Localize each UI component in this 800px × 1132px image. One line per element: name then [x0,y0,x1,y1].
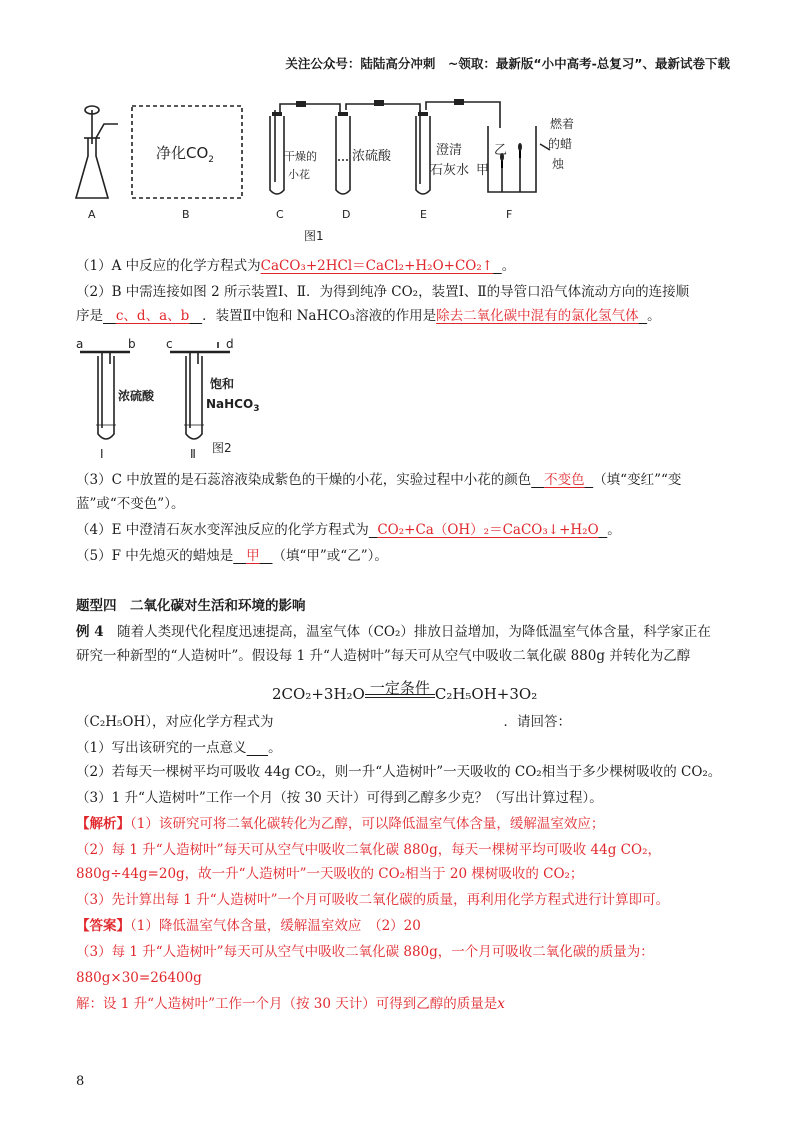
question-3-line2: 蓝”或“不变色”）。 [76,496,185,512]
analysis-line2: （2）每 1 升“人造树叶”每天可从空气中吸收二氧化碳 880g，每天一棵树平均可吸收 44g CO₂， [76,842,661,858]
figure-1-apparatus [70,98,630,246]
svg-text:A: A [88,208,96,221]
svg-text:小花: 小花 [288,168,310,181]
answer-q2-order: c、d、a、b [115,308,190,324]
svg-text:c: c [166,337,173,351]
erlenmeyer-flask-icon [76,138,108,198]
svg-text:E: E [420,208,427,221]
analysis-line1: 【解析】（1）该研究可将二氧化碳转化为乙醇，可以降低温室气体含量，缓解温室效应； [76,816,605,832]
page-header: 关注公众号：陆陆高分冲刺 ~领取：最新版“小中高考-总复习”、最新试卷下载 [285,56,730,71]
answer-q3: 不变色 [544,472,585,488]
svg-text:乙: 乙 [494,143,508,158]
svg-text:干燥的: 干燥的 [284,150,317,163]
example-line3: （C₂H₅OH），对应化学方程式为 ．请回答： [76,714,572,730]
svg-text:的蜡: 的蜡 [548,137,573,151]
section-title: 题型四 二氧化碳对生活和环境的影响 [76,598,306,614]
chemical-equation: 2CO₂+3H₂O 一定条件 C₂H₅OH+3O₂ [272,679,538,703]
svg-text:石灰水: 石灰水 [430,163,470,178]
figure-2-apparatus [70,336,290,460]
example-line2: 研究一种新型的“人造树叶”。假设每 1 升“人造树叶”每天可从空气中吸收二氧化碳 880g 并转化为乙醇 [76,648,691,664]
test-tube-e-icon [416,116,430,194]
answer-q1: CaCO₃+2HCl＝CaCl₂+H₂O+CO₂↑ [260,258,494,274]
svg-text:澄清: 澄清 [436,143,463,158]
question-2-line2: 序是 c、d、a、b ．装置Ⅱ中饱和 NaHCO₃溶液的作用是除去二氧化碳中混有的氯化氢气体 。 [76,308,661,324]
svg-text:NaHCO3: NaHCO$_3$ [206,397,260,414]
svg-text:烛: 烛 [552,157,565,171]
svg-text:Ⅱ: Ⅱ [190,447,196,460]
analysis-line3: 880g÷44g=20g，故一升“人造树叶”一天吸收的 CO₂相当于 20 棵树吸收的 CO₂； [76,866,584,882]
test-tube-i-icon [98,356,114,439]
question-1: （1）A 中反应的化学方程式为CaCO₃+2HCl＝CaCl₂+H₂O+CO₂↑ 。 [76,258,516,274]
example-sub-2: （2）若每天一棵树平均可吸收 44g CO₂，则一升“人造树叶”一天吸收的 CO₂相当于多少棵树吸收的 CO₂。 [76,764,722,780]
page-number: 8 [76,1074,85,1089]
question-2-line1: （2）B 中需连接如图 2 所示装置Ⅰ、Ⅱ．为得到纯净 CO₂，装置Ⅰ、Ⅱ的导管口沿气体流动方向的连接顺 [76,284,690,300]
svg-text:Ⅰ: Ⅰ [100,447,104,460]
svg-text:燃着: 燃着 [550,117,575,131]
svg-text:B: B [182,208,190,221]
example-sub-1: （1）写出该研究的一点意义 。 [76,740,282,756]
test-tube-ii-icon [186,356,202,439]
answer-line3: 880g×30=26400g [76,970,202,986]
svg-text:饱和: 饱和 [210,377,235,391]
svg-text:d: d [226,337,234,351]
svg-text:D: D [342,208,351,221]
answer-line2: （3）每 1 升“人造树叶”每天可从空气中吸收二氧化碳 880g，一个月可吸收二氧化碳的质量为： [76,944,654,960]
answer-q5: 甲 [246,548,260,564]
example-sub-3: （3）1 升“人造树叶”工作一个月（按 30 天计）可得到乙醇多少克？（写出计算过程）。 [76,790,603,806]
svg-text:甲: 甲 [476,163,490,178]
svg-text:C: C [276,208,284,221]
svg-text:F: F [506,208,513,221]
svg-text:图1: 图1 [304,229,324,243]
example-line1: 例 4 随着人类现代化程度迅速提高，温室气体（CO₂）排放日益增加，为降低温室气体含量，科学家正在 [76,624,711,640]
svg-text:净化CO2: 净化$CO_2$ [156,144,215,165]
answer-line4: 解：设 1 升“人造树叶”工作一个月（按 30 天计）可得到乙醇的质量是x [76,996,505,1012]
svg-text:b: b [128,337,136,351]
test-tube-c-icon [270,116,284,194]
analysis-line4: （3）先计算出每 1 升“人造树叶”一个月可吸收二氧化碳的质量，再利用化学方程式进行计算即可。 [76,892,670,908]
answer-q2-purpose: 除去二氧化碳中混有的氯化氢气体 [436,308,639,324]
beaker-f-icon [488,126,536,192]
svg-text:浓硫酸: 浓硫酸 [118,389,155,403]
svg-text:浓硫酸: 浓硫酸 [352,149,392,164]
question-5: （5）F 中先熄灭的蜡烛是 甲 （填“甲”或“乙”）。 [76,548,388,564]
answer-line1: 【答案】（1）降低温室气体含量，缓解温室效应 （2）20 [76,918,421,934]
svg-text:图2: 图2 [212,441,232,455]
svg-text:a: a [76,337,84,351]
question-3-line1: （3）C 中放置的是石蕊溶液染成紫色的干燥的小花，实验过程中小花的颜色 不变色 （填“变红”“变 [76,472,682,488]
question-4: （4）E 中澄清石灰水变浑浊反应的化学方程式为 CO₂+Ca（OH）₂＝CaCO₃↓+H₂O 。 [76,522,621,538]
answer-q4: CO₂+Ca（OH）₂＝CaCO₃↓+H₂O [377,522,599,538]
test-tube-d-icon [336,116,350,194]
